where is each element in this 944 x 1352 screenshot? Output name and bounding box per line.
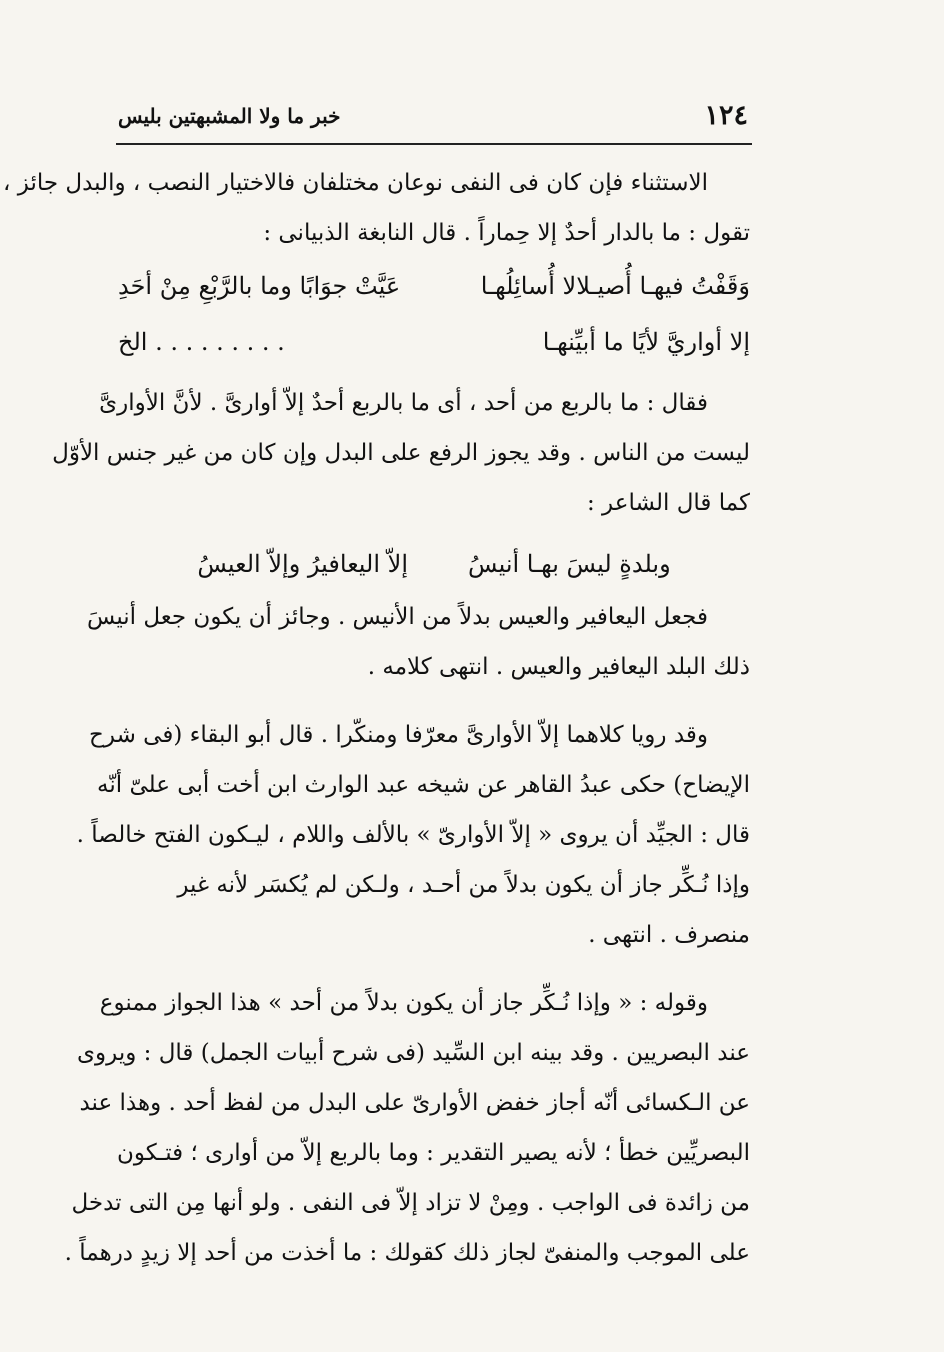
verse-line bbox=[118, 314, 750, 370]
text-line: البصريِّين خطأ ؛ لأنه يصير التقدير : وما بالربع إلاّ من أوارى ؛ فتـكون bbox=[117, 1140, 750, 1166]
verse-1 bbox=[118, 258, 750, 370]
text-line: وقوله : « وإذا نُـكِّر جاز أن يكون بدلاً من أحد » هذا الجواز ممنوع bbox=[99, 990, 708, 1016]
text-line: فقال : ما بالربع من أحد ، أى ما بالربع أحدٌ إلاّ أوارىَّ . لأنَّ الأوارىَّ bbox=[99, 390, 708, 416]
text-line: ليست من الناس . وقد يجوز الرفع على البدل وإن كان من غير جنس الأوّل bbox=[52, 440, 750, 466]
verse-hemistich: إلاّ اليعافيرُ وإلاّ العيسُ bbox=[197, 550, 408, 578]
paragraph-1 bbox=[3, 158, 750, 258]
header-divider bbox=[116, 143, 752, 145]
verse-hemistich: . . . . . . . . . الخ bbox=[118, 328, 285, 356]
text-line: ذلك البلد اليعافير والعيس . انتهى كلامه . bbox=[367, 654, 750, 680]
text-line: كما قال الشاعر : bbox=[587, 490, 750, 516]
verse-2 bbox=[118, 536, 750, 592]
text-line: قال : الجيِّد أن يروى « إلاّ الأوارىّ » بالألف واللام ، ليـكون الفتح خالصاً . bbox=[76, 822, 750, 848]
text-line: تقول : ما بالدار أحدٌ إلا حِماراً . قال النابغة الذبيانى : bbox=[263, 220, 750, 246]
verse-line bbox=[118, 536, 750, 592]
page-number: ١٢٤ bbox=[704, 100, 748, 131]
page-body bbox=[3, 158, 750, 1278]
verse-hemistich: عَيَّتْ جوَابًا وما بالرَّبْعِ مِنْ أحَدِ bbox=[118, 272, 401, 300]
verse-line bbox=[118, 258, 750, 314]
paragraph-2 bbox=[52, 378, 750, 528]
paragraph-3 bbox=[87, 592, 750, 692]
verse-hemistich: وبلدةٍ ليسَ بهـا أنيسُ bbox=[467, 550, 671, 578]
text-line: وإذا نُـكِّر جاز أن يكون بدلاً من أحـد ، ولـكن لم يُكسَر لأنه غير bbox=[177, 872, 750, 898]
running-title: خبر ما ولا المشبهتين بليس bbox=[118, 104, 341, 128]
paragraph-4 bbox=[76, 710, 750, 960]
verse-hemistich: وَقَفْتُ فيهـا أُصيـلالا أُسائِلُهـا bbox=[480, 272, 750, 300]
page-header bbox=[118, 98, 748, 134]
text-line: منصرف . انتهى . bbox=[588, 922, 750, 948]
text-line: من زائدة فى الواجب . ومِنْ لا تزاد إلاّ فى النفى . ولو أنها مِن التى تدخل bbox=[71, 1190, 750, 1216]
text-line: الإيضاح) حكى عبدُ القاهر عن شيخه عبد الوارث ابن أخت أبى علىّ أنّه bbox=[97, 772, 750, 798]
text-line: وقد رويا كلاهما إلاّ الأوارىَّ معرّفا ومنكّرا . قال أبو البقاء (فى شرح bbox=[89, 722, 708, 748]
paragraph-5 bbox=[64, 978, 750, 1278]
text-line: عن الـكسائى أنّه أجاز خفض الأوارىّ على البدل من لفظ أحد . وهذا عند bbox=[79, 1090, 750, 1116]
text-line: عند البصريين . وقد بينه ابن السِّيد (فى شرح أبيات الجمل) قال : ويروى bbox=[77, 1040, 750, 1066]
verse-hemistich: إلا أواريَّ لأيًا ما أبيِّنهـا bbox=[542, 328, 750, 356]
text-line: فجعل اليعافير والعيس بدلاً من الأنيس . وجائز أن يكون جعل أنيسَ bbox=[87, 604, 708, 630]
text-line: الاستثناء فإن كان فى النفى نوعان مختلفان فالاختيار النصب ، والبدل جائز ، bbox=[3, 170, 708, 196]
text-line: على الموجب والمنفىّ لجاز ذلك كقولك : ما أخذت من أحد إلا زيدٍ درهماً . bbox=[64, 1240, 750, 1266]
